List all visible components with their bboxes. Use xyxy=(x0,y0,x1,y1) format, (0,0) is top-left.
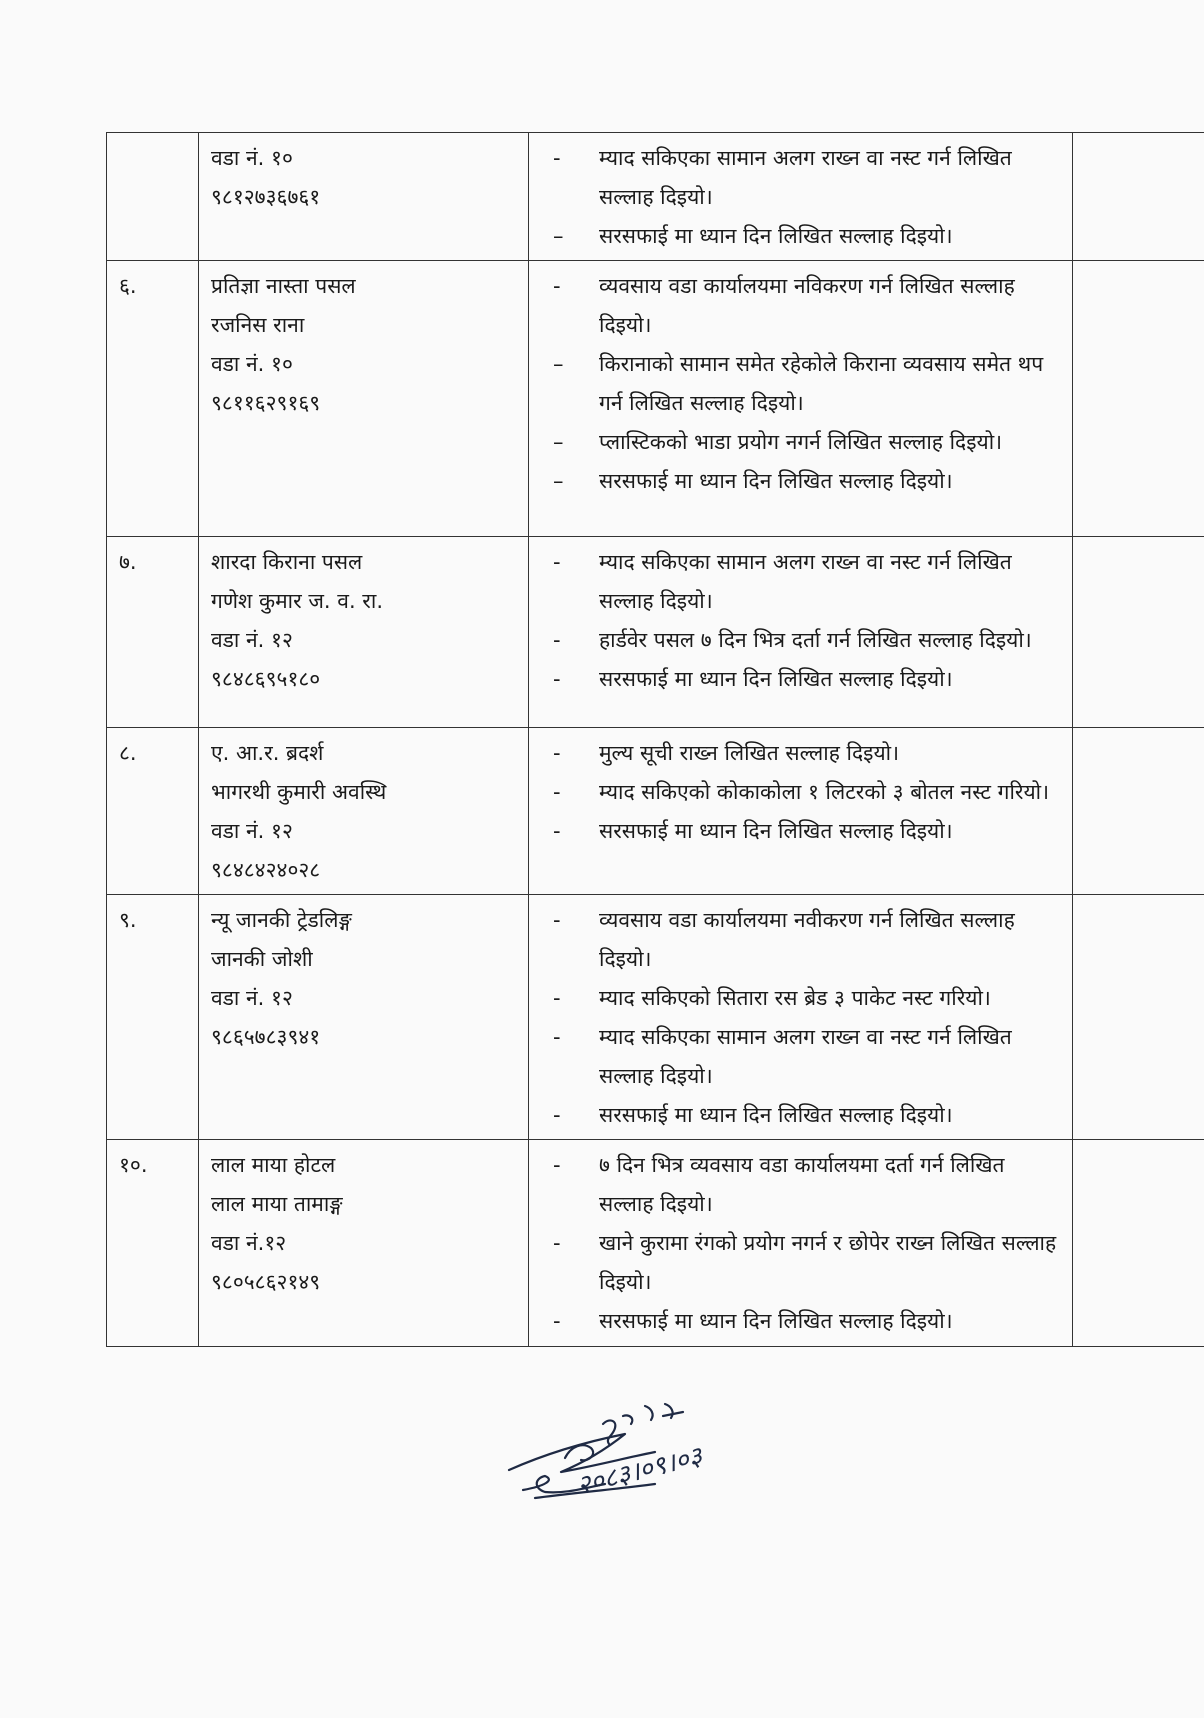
serial-number xyxy=(107,133,199,261)
shop-details xyxy=(199,1140,529,1347)
remarks-cell xyxy=(1073,1140,1204,1347)
remarks-cell xyxy=(1073,895,1204,1140)
ward-number: वडा नं. १२ xyxy=(211,986,293,1010)
note-text: खाने कुरामा रंगको प्रयोग नगर्न र छोपेर राख्न लिखित सल्लाह दिइयो। xyxy=(599,1231,1057,1294)
shop-details xyxy=(199,895,529,1140)
shop-details xyxy=(199,728,529,895)
note-text: मुल्य सूची राख्न लिखित सल्लाह दिइयो। xyxy=(599,741,900,765)
note-text: सरसफाई मा ध्यान दिन लिखित सल्लाह दिइयो। xyxy=(599,469,953,493)
remarks-cell xyxy=(1073,133,1204,261)
owner-name: जानकी जोशी xyxy=(211,947,313,971)
note-item xyxy=(553,1096,1064,1135)
note-item xyxy=(553,543,1064,621)
note-dash: - xyxy=(553,628,561,652)
note-text: व्यवसाय वडा कार्यालयमा नविकरण गर्न लिखित सल्लाह दिइयो। xyxy=(599,274,1015,337)
ward-number: वडा नं. १२ xyxy=(211,819,293,843)
shop-details xyxy=(199,537,529,728)
phone-number: ९८४८६९५१८० xyxy=(211,667,321,691)
note-text: किरानाको सामान समेत रहेकोले किराना व्यवसाय समेत थप गर्न लिखित सल्लाह दिइयो। xyxy=(599,352,1044,415)
note-dash: - xyxy=(553,819,561,843)
note-item xyxy=(553,773,1064,812)
shop-name: ए. आ.र. ब्रदर्श xyxy=(211,741,324,765)
advice-notes xyxy=(529,261,1073,537)
note-item xyxy=(553,1018,1064,1096)
shop-name: लाल माया होटल xyxy=(211,1153,336,1177)
note-item xyxy=(553,139,1064,217)
table-row xyxy=(107,895,1204,1140)
note-item xyxy=(553,423,1064,462)
note-text: सरसफाई मा ध्यान दिन लिखित सल्लाह दिइयो। xyxy=(599,1309,953,1333)
note-item xyxy=(553,1224,1064,1302)
note-text: म्याद सकिएका सामान अलग राख्न वा नस्ट गर्न लिखित सल्लाह दिइयो। xyxy=(599,550,1012,613)
note-item xyxy=(553,734,1064,773)
advice-notes xyxy=(529,895,1073,1140)
note-dash: - xyxy=(553,1103,561,1127)
note-dash: - xyxy=(553,667,561,691)
phone-number: ९८४८४२४०२८ xyxy=(211,858,321,882)
table-row xyxy=(107,133,1204,261)
note-text: सरसफाई मा ध्यान दिन लिखित सल्लाह दिइयो। xyxy=(599,1103,953,1127)
signature xyxy=(505,1398,765,1508)
note-dash: – xyxy=(553,430,564,454)
note-item xyxy=(553,979,1064,1018)
note-dash: - xyxy=(553,146,561,170)
note-dash: - xyxy=(553,780,561,804)
inspection-table xyxy=(106,132,1204,1347)
owner-name: गणेश कुमार ज. व. रा. xyxy=(211,589,384,613)
note-item xyxy=(553,901,1064,979)
phone-number: ९८११६२९१६९ xyxy=(211,391,321,415)
note-dash: - xyxy=(553,741,561,765)
serial-number: ८. xyxy=(107,728,199,895)
note-dash: - xyxy=(553,1025,561,1049)
serial-number: ७. xyxy=(107,537,199,728)
note-text: म्याद सकिएका सामान अलग राख्न वा नस्ट गर्न लिखित सल्लाह दिइयो। xyxy=(599,146,1012,209)
note-item xyxy=(553,462,1064,501)
note-text: म्याद सकिएका सामान अलग राख्न वा नस्ट गर्न लिखित सल्लाह दिइयो। xyxy=(599,1025,1012,1088)
shop-details xyxy=(199,261,529,537)
note-item xyxy=(553,345,1064,423)
table-row xyxy=(107,728,1204,895)
phone-number: ९८०५८६२१४९ xyxy=(211,1270,321,1294)
note-dash: - xyxy=(553,1231,561,1255)
table-row xyxy=(107,1140,1204,1347)
owner-name: ९८१२७३६७६१ xyxy=(211,185,321,209)
ward-number: वडा नं. १२ xyxy=(211,628,293,652)
advice-notes xyxy=(529,537,1073,728)
remarks-cell xyxy=(1073,261,1204,537)
note-dash: – xyxy=(553,352,564,376)
owner-name: भागरथी कुमारी अवस्थि xyxy=(211,780,387,804)
note-dash: - xyxy=(553,1153,561,1177)
note-dash: - xyxy=(553,986,561,1010)
ward-number: वडा नं. १० xyxy=(211,352,293,376)
note-text: म्याद सकिएको कोकाकोला १ लिटरको ३ बोतल नस्ट गरियो। xyxy=(599,780,1050,804)
note-text: सरसफाई मा ध्यान दिन लिखित सल्लाह दिइयो। xyxy=(599,819,953,843)
table-row xyxy=(107,537,1204,728)
note-dash: - xyxy=(553,274,561,298)
note-text: हार्डवेर पसल ७ दिन भित्र दर्ता गर्न लिखित सल्लाह दिइयो। xyxy=(599,628,1032,652)
note-item xyxy=(553,217,1064,256)
serial-number: १०. xyxy=(107,1140,199,1347)
shop-name: वडा नं. १० xyxy=(211,146,293,170)
note-item xyxy=(553,267,1064,345)
note-text: सरसफाई मा ध्यान दिन लिखित सल्लाह दिइयो। xyxy=(599,224,953,248)
note-text: म्याद सकिएको सितारा रस ब्रेड ३ पाकेट नस्ट गरियो। xyxy=(599,986,991,1010)
note-dash: – xyxy=(553,224,564,248)
note-item xyxy=(553,660,1064,699)
note-item xyxy=(553,812,1064,851)
remarks-cell xyxy=(1073,728,1204,895)
advice-notes xyxy=(529,133,1073,261)
owner-name: रजनिस राना xyxy=(211,313,305,337)
note-text: सरसफाई मा ध्यान दिन लिखित सल्लाह दिइयो। xyxy=(599,667,953,691)
advice-notes xyxy=(529,728,1073,895)
note-dash: - xyxy=(553,908,561,932)
signature-date: २०८३।०९।०३ xyxy=(573,1441,706,1502)
note-item xyxy=(553,1146,1064,1224)
shop-details xyxy=(199,133,529,261)
serial-number: ९. xyxy=(107,895,199,1140)
shop-name: शारदा किराना पसल xyxy=(211,550,363,574)
table-row xyxy=(107,261,1204,537)
note-text: ७ दिन भित्र व्यवसाय वडा कार्यालयमा दर्ता गर्न लिखित सल्लाह दिइयो। xyxy=(599,1153,1005,1216)
remarks-cell xyxy=(1073,537,1204,728)
note-item xyxy=(553,621,1064,660)
shop-name: प्रतिज्ञा नास्ता पसल xyxy=(211,274,356,298)
phone-number: ९८६५७८३९४१ xyxy=(211,1025,321,1049)
note-dash: - xyxy=(553,1309,561,1333)
shop-name: न्यू जानकी ट्रेडलिङ्ग xyxy=(211,908,352,932)
note-text: व्यवसाय वडा कार्यालयमा नवीकरण गर्न लिखित सल्लाह दिइयो। xyxy=(599,908,1015,971)
note-dash: - xyxy=(553,550,561,574)
owner-name: लाल माया तामाङ्ग xyxy=(211,1192,343,1216)
note-text: प्लास्टिकको भाडा प्रयोग नगर्न लिखित सल्लाह दिइयो। xyxy=(599,430,1003,454)
note-item xyxy=(553,1302,1064,1341)
ward-number: वडा नं.१२ xyxy=(211,1231,287,1255)
serial-number: ६. xyxy=(107,261,199,537)
advice-notes xyxy=(529,1140,1073,1347)
note-dash: – xyxy=(553,469,564,493)
